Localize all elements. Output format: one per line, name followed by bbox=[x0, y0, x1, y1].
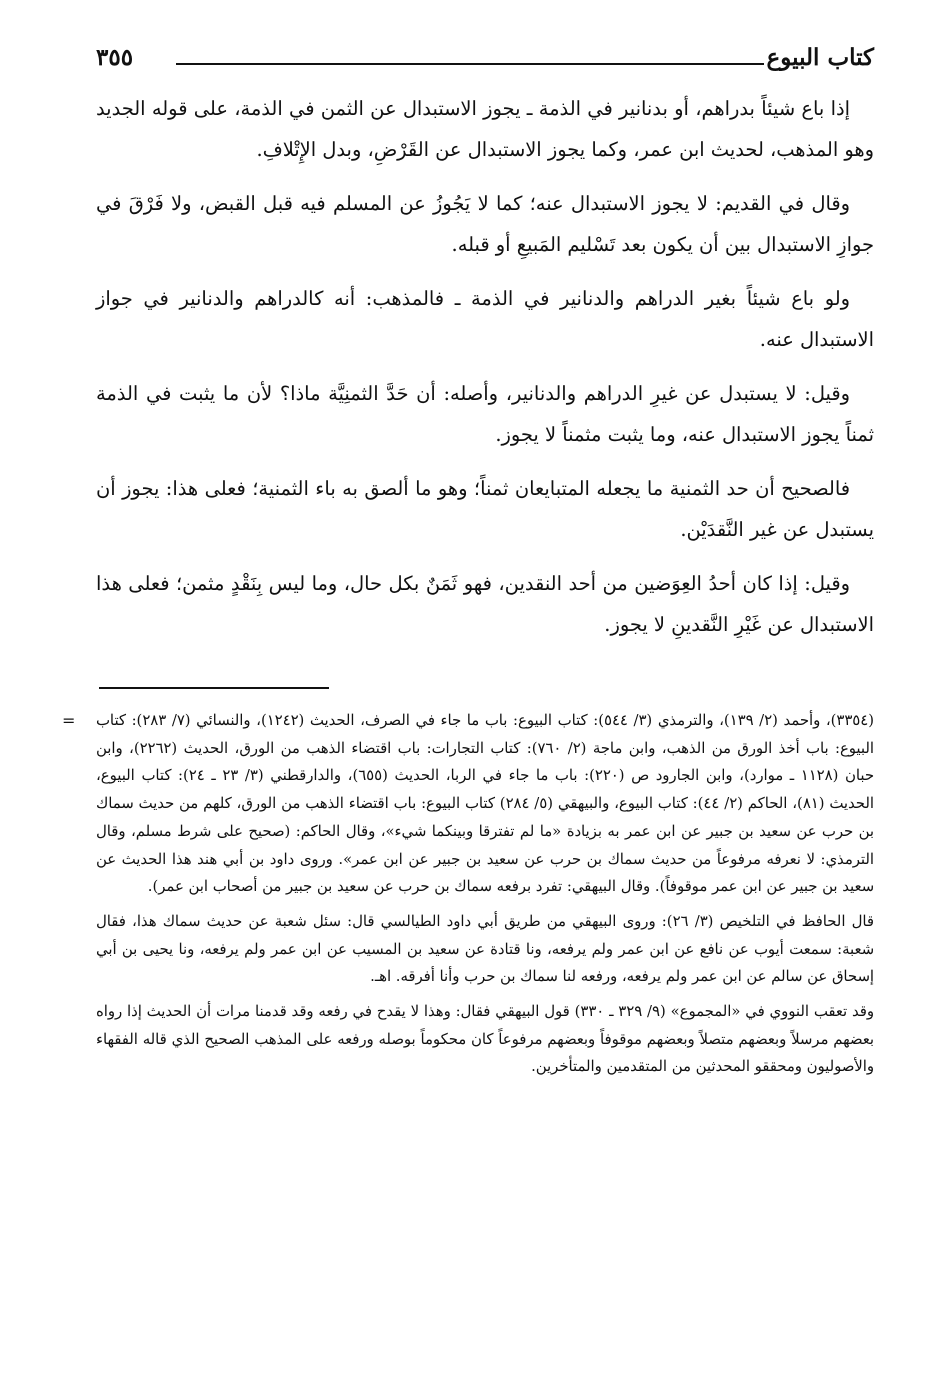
paragraph: وقيل: إذا كان أحدُ العِوَضين من أحد النقدين، فهو ثَمَنٌ بكل حال، وما ليس بِنَقْدٍ مثمن؛ فعلى هذا الاستبدال عن غَيْرِ النَّقدينِ لا يجوز. bbox=[96, 572, 874, 636]
footnote-continuation-marker: = bbox=[62, 711, 76, 730]
book-page bbox=[62, 38, 874, 1348]
page-number: ٣٥٥ bbox=[96, 44, 134, 71]
paragraph: فالصحيح أن حد الثمنية ما يجعله المتبايعان ثمناً؛ وهو ما ألصق به باء الثمنية؛ فعلى هذا: يجوز أن يستبدل عن غير النَّقدَيْن. bbox=[96, 477, 874, 541]
running-title: كتاب البيوع bbox=[766, 44, 874, 71]
page-header bbox=[96, 38, 874, 80]
main-text bbox=[96, 88, 874, 645]
footnotes bbox=[62, 707, 874, 1081]
paragraph: إذا باع شيئاً بدراهم، أو بدنانير في الذمة ـ يجوز الاستبدال عن الثمن في الذمة، على قوله الجديد وهو المذهب، لحديث ابن عمر، وكما يجوز الاستبدال عن القَرْضِ، وبدل الإِتْلافِ. bbox=[96, 97, 874, 161]
paragraph: وقيل: لا يستبدل عن غيرِ الدراهم والدنانير، وأصله: أن حَدَّ الثمنِيَّة ماذا؟ لأن ما يثبت في الذمة ثمناً يجوز الاستبدال عنه، وما يثبت مثمناً لا يجوز. bbox=[96, 382, 874, 446]
footnote-paragraph: وقد تعقب النووي في «المجموع» (٩/ ٣٢٩ ـ ٣٣٠) قول البيهقي فقال: وهذا لا يقدح في رفعه وقد قدمنا مرات أن الحديث إذا رواه بعضهم مرسلاً وبعضهم متصلاً وبعضهم موقوفاً وبعضهم مرفوعاً كان محكوماً بوصله ورفعه على المذهب الصحيح الذي قاله الفقهاء والأصوليون ومحققو المحدثين من المتقدمين والمتأخرين. bbox=[96, 1003, 874, 1076]
footnote-paragraph: قال الحافظ في التلخيص (٣/ ٢٦): وروى البيهقي من طريق أبي داود الطيالسي قال: سئل شعبة عن حديث سماك هذا، فقال شعبة: سمعت أيوب عن نافع عن ابن عمر ولم يرفعه، ونا قتادة عن سعيد بن المسيب عن ابن عمر ولم يرفعه، ونا يحيى بن أبي إسحاق عن سالم عن ابن عمر ولم يرفعه، ورفعه لنا سماك بن حرب وأنا أفرقه. اهـ. bbox=[96, 912, 874, 986]
paragraph: وقال في القديم: لا يجوز الاستبدال عنه؛ كما لا يَجُوزُ عن المسلم فيه قبل القبض، ولا فَرْقَ في جوازِ الاستبدال بين أن يكون بعد تَسْليم المَبيعِ أو قبله. bbox=[96, 192, 874, 256]
paragraph: ولو باع شيئاً بغير الدراهم والدنانير في الذمة ـ فالمذهب: أنه كالدراهم والدنانير في جواز الاستبدال عنه. bbox=[96, 287, 874, 351]
header-rule bbox=[176, 63, 764, 65]
footnote-paragraph: (٣٣٥٤)، وأحمد (٢/ ١٣٩)، والترمذي (٣/ ٥٤٤): كتاب البيوع: باب ما جاء في الصرف، الحديث (١٢٤٢)، والنسائي (٧/ ٢٨٣): كتاب البيوع: باب أخذ الورق من الذهب، وابن ماجة (٢/ ٧٦٠): كتاب التجارات: باب اقتضاء الذهب من الورق، الحديث (٢٢٦٢)، وابن حبان (١١٢٨ ـ موارد)، وابن الجارود ص (٢٢٠): باب ما جاء في الربا، الحديث (٦٥٥)، والدارقطني (٣/ ٢٣ ـ ٢٤): كتاب البيوع، الحديث (٨١)، الحاكم (٢/ ٤٤): كتاب البيوع، والبيهقي (٥/ ٢٨٤) كتاب البيوع: باب اقتضاء الذهب من الورق، كلهم من حديث سماك بن حرب عن سعيد بن جبير عن ابن عمر به بزيادة «ما لم تفترقا وبينكما شيء»، وقال الحاكم: (صحيح على شرط مسلم، وقال الترمذي: لا نعرفه مرفوعاً من حديث سماك بن حرب عن سعيد بن جبير عن ابن عمر». وروى داود بن أبي هند هذا الحديث عن سعيد بن جبير عن ابن عمر موقوفاً). وقال البيهقي: تفرد برفعه سماك بن حرب عن سعيد بن جبير من أصحاب ابن عمر). bbox=[96, 712, 874, 896]
footnote-separator bbox=[99, 687, 329, 689]
